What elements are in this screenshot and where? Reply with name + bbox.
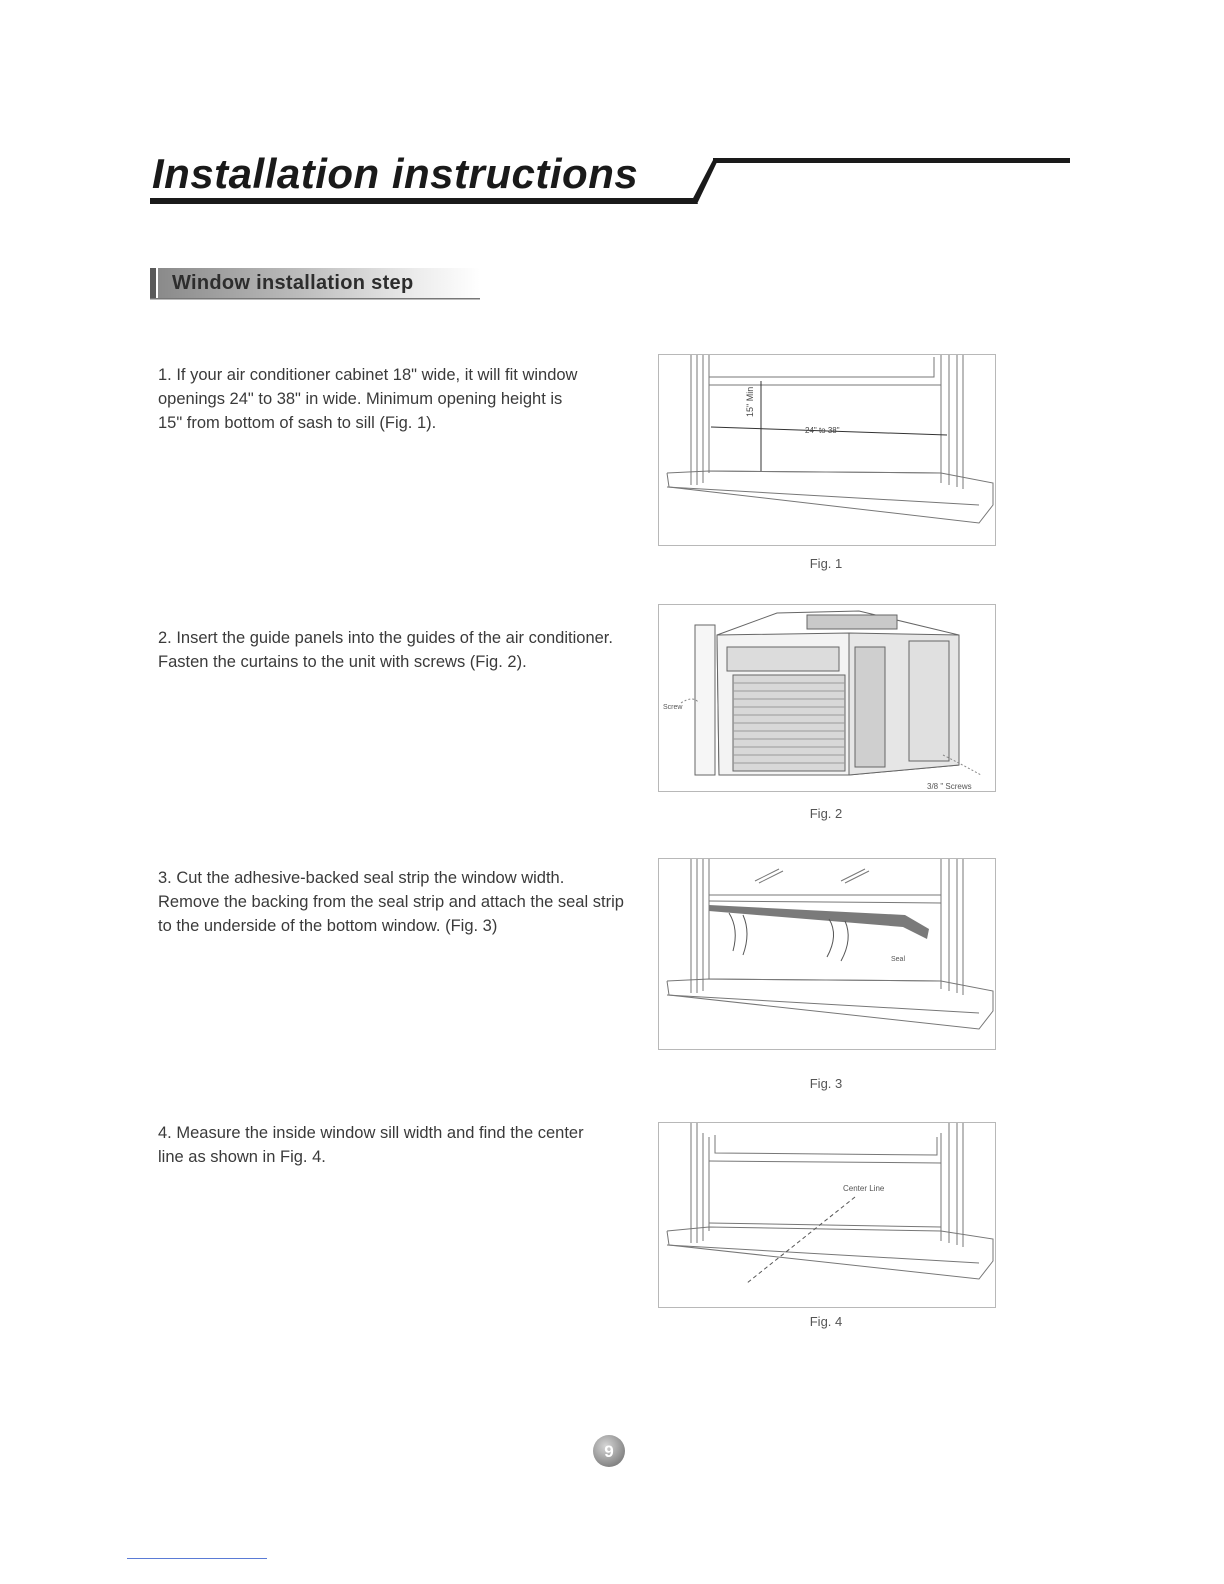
figure-4-caption: Fig. 4 — [809, 1314, 843, 1329]
figure-4-center-line — [658, 1122, 996, 1308]
step-2-text: 2. Insert the guide panels into the guides of the air conditioner. Fasten the curtains to the unit with screws (Fig. 2). — [158, 629, 613, 671]
title-underline — [150, 148, 1070, 208]
figure-3-caption: Fig. 3 — [809, 1076, 843, 1091]
page-title: Installation instructions — [152, 150, 639, 197]
page-number-badge — [592, 1434, 626, 1468]
fig1-width-label: 24" to 38" — [805, 426, 840, 435]
figure-1-window-dimensions — [658, 354, 996, 546]
step-3-text: 3. Cut the adhesive-backed seal strip the window width. Remove the backing from the seal strip and attach the seal strip to the underside of the bottom window. (Fig. 3) — [158, 869, 624, 935]
fig2-screw-label: Screw — [663, 704, 683, 711]
step-1-text: 1. If your air conditioner cabinet 18" wide, it will fit window openings 24" to 38" in wide. Minimum opening height is 15" from bottom of sash to sill (Fig. 1). — [158, 366, 578, 432]
figure-2-air-conditioner — [658, 604, 996, 792]
fig4-center-line-label: Center Line — [843, 1184, 885, 1193]
figure-3-seal-strip — [658, 858, 996, 1050]
figure-2-caption: Fig. 2 — [809, 806, 843, 821]
fig1-height-label: 15" Min — [745, 386, 755, 417]
bottom-link-line — [127, 1558, 267, 1559]
step-4-text: 4. Measure the inside window sill width and find the center line as shown in Fig. 4. — [158, 1124, 584, 1166]
page-number: 9 — [604, 1442, 614, 1461]
figure-1-caption: Fig. 1 — [809, 556, 843, 571]
fig3-seal-label: Seal — [891, 956, 906, 963]
fig2-screws-label: 3/8 " Screws — [927, 782, 972, 791]
section-heading: Window installation step — [172, 272, 414, 294]
